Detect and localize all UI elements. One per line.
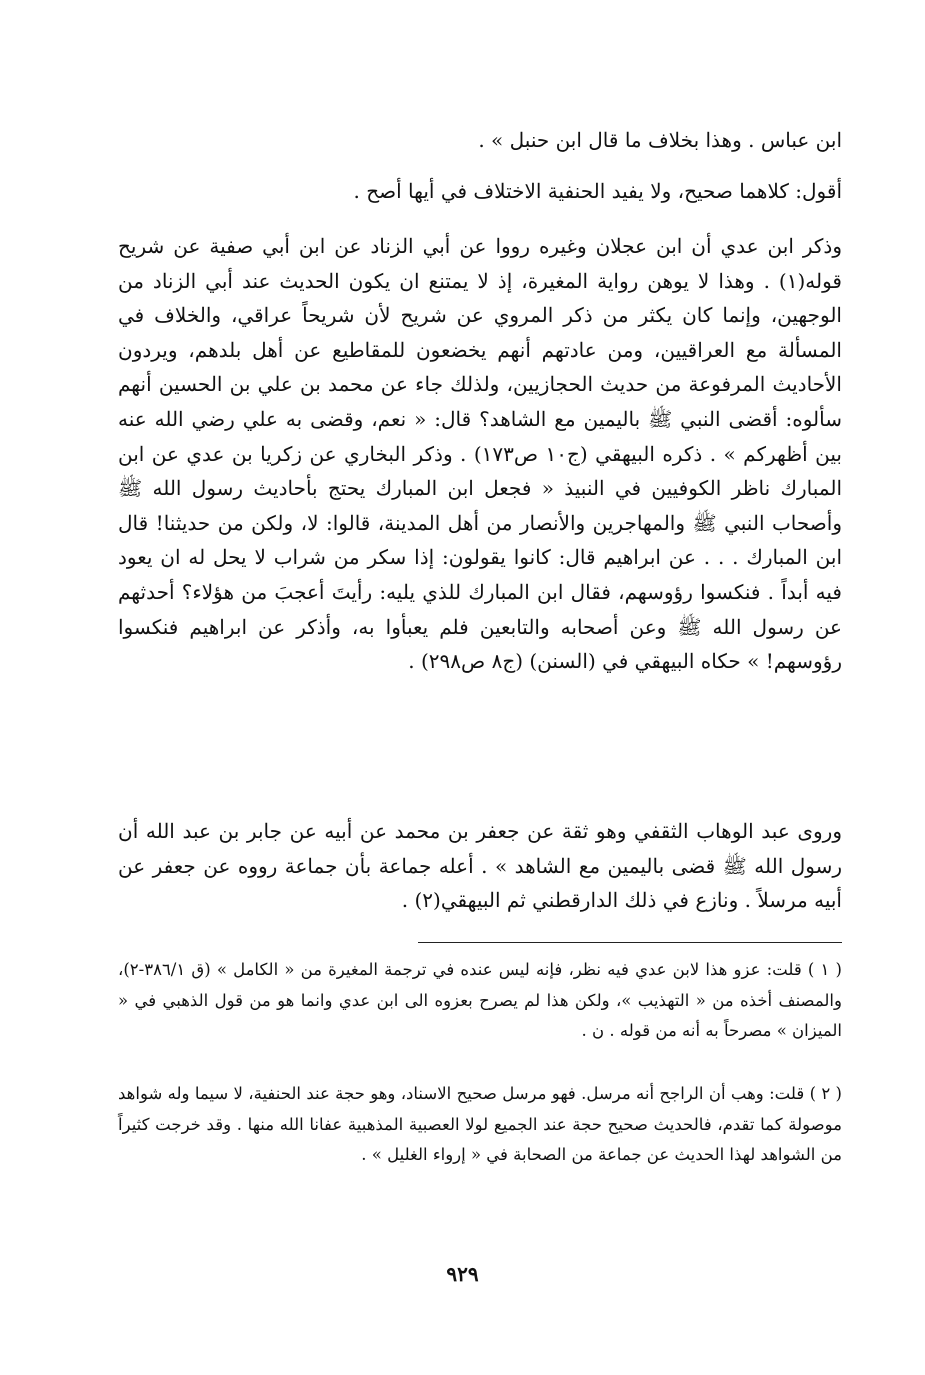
footnote-1-number: ( ١ )	[807, 960, 842, 979]
footnote-1	[118, 955, 842, 1047]
paragraph-continuation: ابن عباس . وهذا بخلاف ما قال ابن حنبل » .	[478, 128, 842, 152]
footnote-1-text: قلت: عزو هذا لابن عدي فيه نظر، فإنه ليس عنده في ترجمة المغيرة من « الكامل » (ق ٣٨٦/١-٢)، والمصنف أخذه من « التهذيب »، ولكن هذا لم يصرح بعزوه الى ابن عدي وانما هو من قول الذهبي في « الميزان » مصرحاً به أنه من قوله . ن .	[118, 960, 842, 1040]
footnote-2-text: قلت: وهب أن الراجح أنه مرسل. فهو مرسل صحيح الاسناد، وهو حجة عند الحنفية، لا سيما وله شواهد موصولة كما تقدم، فالحديث صحيح حجة عند الجميع لولا العصبية المذهبية عفانا الله منها . وقد خرجت كثيراً من الشواهد لهذا الحديث عن جماعة من الصحابة في « إرواء الغليل » .	[118, 1084, 842, 1164]
page-number: ٩٢٩	[446, 1262, 479, 1286]
paragraph-abd-al-wahhab: وروى عبد الوهاب الثقفي وهو ثقة عن جعفر بن محمد عن أبيه عن جابر بن عبد الله أن رسول الله ﷺ قضى باليمين مع الشاهد » . أعله جماعة بأن جماعة رووه عن جعفر عن أبيه مرسلاً . ونازع في ذلك الدارقطني ثم البيهقي(٢) .	[118, 819, 842, 913]
paragraph-ibn-adi: وذكر ابن عدي أن ابن عجلان وغيره رووا عن أبي الزناد عن ابن أبي صفية عن شريح قوله(١) . وهذا لا يوهن رواية المغيرة، إذ لا يمتنع ان يكون الحديث عند أبي الزناد من الوجهين، وإنما كان يكثر من ذكر المروي عن شريح لأن شريحاً عراقي، والخلاف في المسألة مع العراقيين، ومن عادتهم أنهم يخضعون للمقاطيع عن أهل بلدهم، ويردون الأحاديث المرفوعة من حديث الحجازيين، ولذلك جاء عن محمد بن علي بن الحسين أنهم سألوه: أقضى النبي ﷺ باليمين مع الشاهد؟ قال: « نعم، وقضى به علي رضي الله عنه بين أظهركم » . ذكره البيهقي (ج١٠ ص١٧٣) . وذكر البخاري عن زكريا بن عدي عن ابن المبارك ناظر الكوفيين في النبيذ « فجعل ابن المبارك يحتج بأحاديث رسول الله ﷺ وأصحاب النبي ﷺ والمهاجرين والأنصار من أهل المدينة، قالوا: لا، ولكن من حديثنا! قال ابن المبارك . . . عن ابراهيم قال: كانوا يقولون: إذا سكر من شراب لا يحل له ان يعود فيه أبداً . فنكسوا رؤوسهم، فقال ابن المبارك للذي يليه: رأيتَ أعجبَ من هؤلاء؟ أحدثهم عن رسول الله ﷺ وعن أصحابه والتابعين فلم يعبأوا به، وأذكر عن ابراهيم فنكسوا رؤوسهم! » حكاه البيهقي في (السنن) (ج٨ ص٢٩٨) .	[118, 234, 842, 674]
footnote-2	[118, 1079, 842, 1171]
footnote-separator	[418, 942, 842, 943]
footnote-2-number: ( ٢ )	[809, 1084, 842, 1103]
paragraph-aqul: أقول: كلاهما صحيح، ولا يفيد الحنفية الاختلاف في أيها أصح .	[353, 179, 842, 203]
